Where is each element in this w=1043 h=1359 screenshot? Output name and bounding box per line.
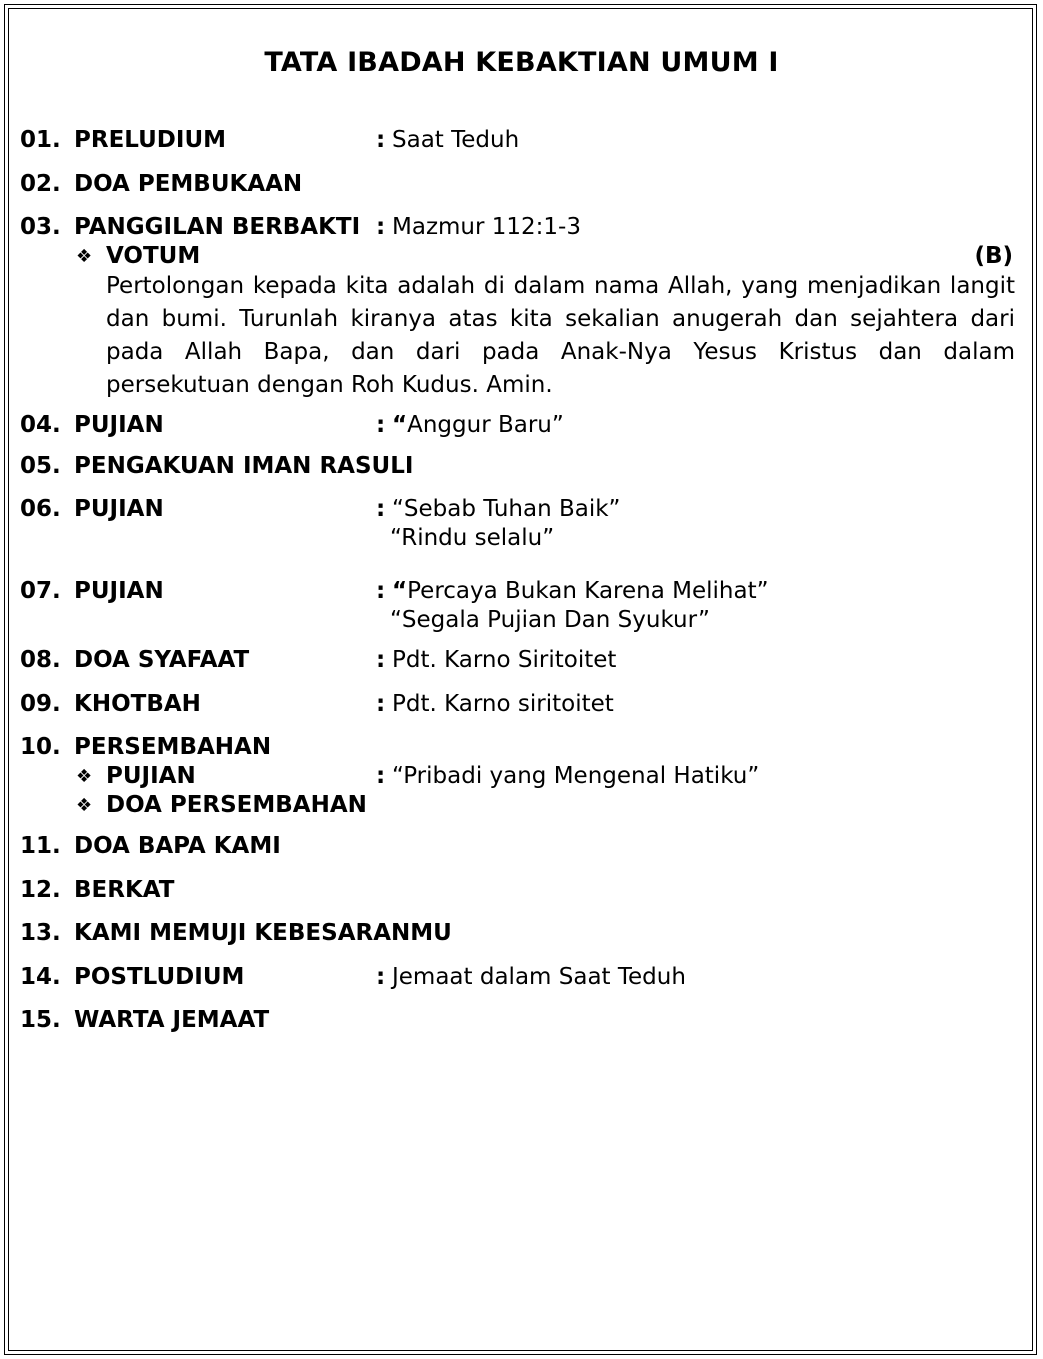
sub-label: DOA PERSEMBAHAN bbox=[106, 792, 367, 818]
item-number: 06. bbox=[20, 496, 61, 522]
item-label: KAMI MEMUJI KEBESARANMU bbox=[74, 920, 452, 946]
item-value: Jemaat dalam Saat Teduh bbox=[392, 964, 686, 990]
page-border-inner bbox=[8, 8, 1033, 1351]
item-label: DOA PEMBUKAAN bbox=[74, 171, 303, 197]
item-value: Saat Teduh bbox=[392, 127, 520, 153]
item-label: DOA SYAFAAT bbox=[74, 647, 250, 673]
item-value: Pdt. Karno Siritoitet bbox=[392, 647, 617, 673]
item-number: 04. bbox=[20, 412, 61, 438]
item-label: PANGGILAN BERBAKTI bbox=[74, 214, 361, 240]
votum-text: Pertolongan kepada kita adalah di dalam nama Allah, yang menjadikan langit dan bumi. Turunlah kiranya atas kita sekalian anugerah dan sejahtera dari pada Allah Bapa, dan dari pada Anak-Nya Yesus Kristus dan dalam persekutuan dengan Roh Kudus. Amin. bbox=[106, 273, 1015, 398]
item-value-2: “Rindu selalu” bbox=[390, 525, 555, 551]
item-colon: : bbox=[376, 127, 386, 153]
item-label: PERSEMBAHAN bbox=[74, 734, 272, 760]
item-label: KHOTBAH bbox=[74, 691, 201, 717]
item-number: 02. bbox=[20, 171, 61, 197]
diamond-bullet-icon: ❖ bbox=[76, 795, 93, 816]
item-number: 05. bbox=[20, 453, 61, 479]
item-number: 01. bbox=[20, 127, 61, 153]
item-colon: : bbox=[376, 763, 386, 789]
item-value: Mazmur 112:1-3 bbox=[392, 214, 581, 240]
item-colon: : bbox=[376, 647, 386, 673]
item-number: 15. bbox=[20, 1007, 61, 1033]
item-colon: : bbox=[376, 412, 386, 438]
item-value: “Sebab Tuhan Baik” bbox=[392, 496, 621, 522]
item-value-text: Anggur Baru” bbox=[407, 412, 564, 438]
diamond-bullet-icon: ❖ bbox=[76, 246, 93, 267]
item-label: PUJIAN bbox=[74, 496, 164, 522]
diamond-bullet-icon: ❖ bbox=[76, 766, 93, 787]
item-value-2: “Segala Pujian Dan Syukur” bbox=[390, 607, 710, 633]
item-colon: : bbox=[376, 964, 386, 990]
item-value bbox=[392, 577, 769, 606]
item-label: POSTLUDIUM bbox=[74, 964, 245, 990]
open-quote: “ bbox=[392, 412, 408, 438]
item-colon: : bbox=[376, 691, 386, 717]
item-number: 08. bbox=[20, 647, 61, 673]
votum-label: VOTUM bbox=[106, 243, 201, 269]
item-value bbox=[392, 411, 564, 440]
item-label: PUJIAN bbox=[74, 412, 164, 438]
item-colon: : bbox=[376, 578, 386, 604]
item-label: PUJIAN bbox=[74, 578, 164, 604]
item-number: 13. bbox=[20, 920, 61, 946]
item-label: BERKAT bbox=[74, 877, 175, 903]
item-number: 11. bbox=[20, 833, 61, 859]
item-colon: : bbox=[376, 214, 386, 240]
item-number: 12. bbox=[20, 877, 61, 903]
item-label: WARTA JEMAAT bbox=[74, 1007, 270, 1033]
item-number: 03. bbox=[20, 214, 61, 240]
congregation-marker: (B) bbox=[974, 243, 1013, 269]
sub-label: PUJIAN bbox=[106, 763, 196, 789]
item-colon: : bbox=[376, 496, 386, 522]
item-number: 09. bbox=[20, 691, 61, 717]
open-quote: “ bbox=[392, 578, 408, 604]
item-label: PRELUDIUM bbox=[74, 127, 227, 153]
item-number: 14. bbox=[20, 964, 61, 990]
item-number: 10. bbox=[20, 734, 61, 760]
item-value: Pdt. Karno siritoitet bbox=[392, 691, 614, 717]
item-label: DOA BAPA KAMI bbox=[74, 833, 281, 859]
item-label: PENGAKUAN IMAN RASULI bbox=[74, 453, 414, 479]
item-value-text: Percaya Bukan Karena Melihat” bbox=[407, 578, 769, 604]
item-value: “Pribadi yang Mengenal Hatiku” bbox=[392, 763, 760, 789]
page-title: TATA IBADAH KEBAKTIAN UMUM I bbox=[264, 47, 779, 78]
item-number: 07. bbox=[20, 578, 61, 604]
